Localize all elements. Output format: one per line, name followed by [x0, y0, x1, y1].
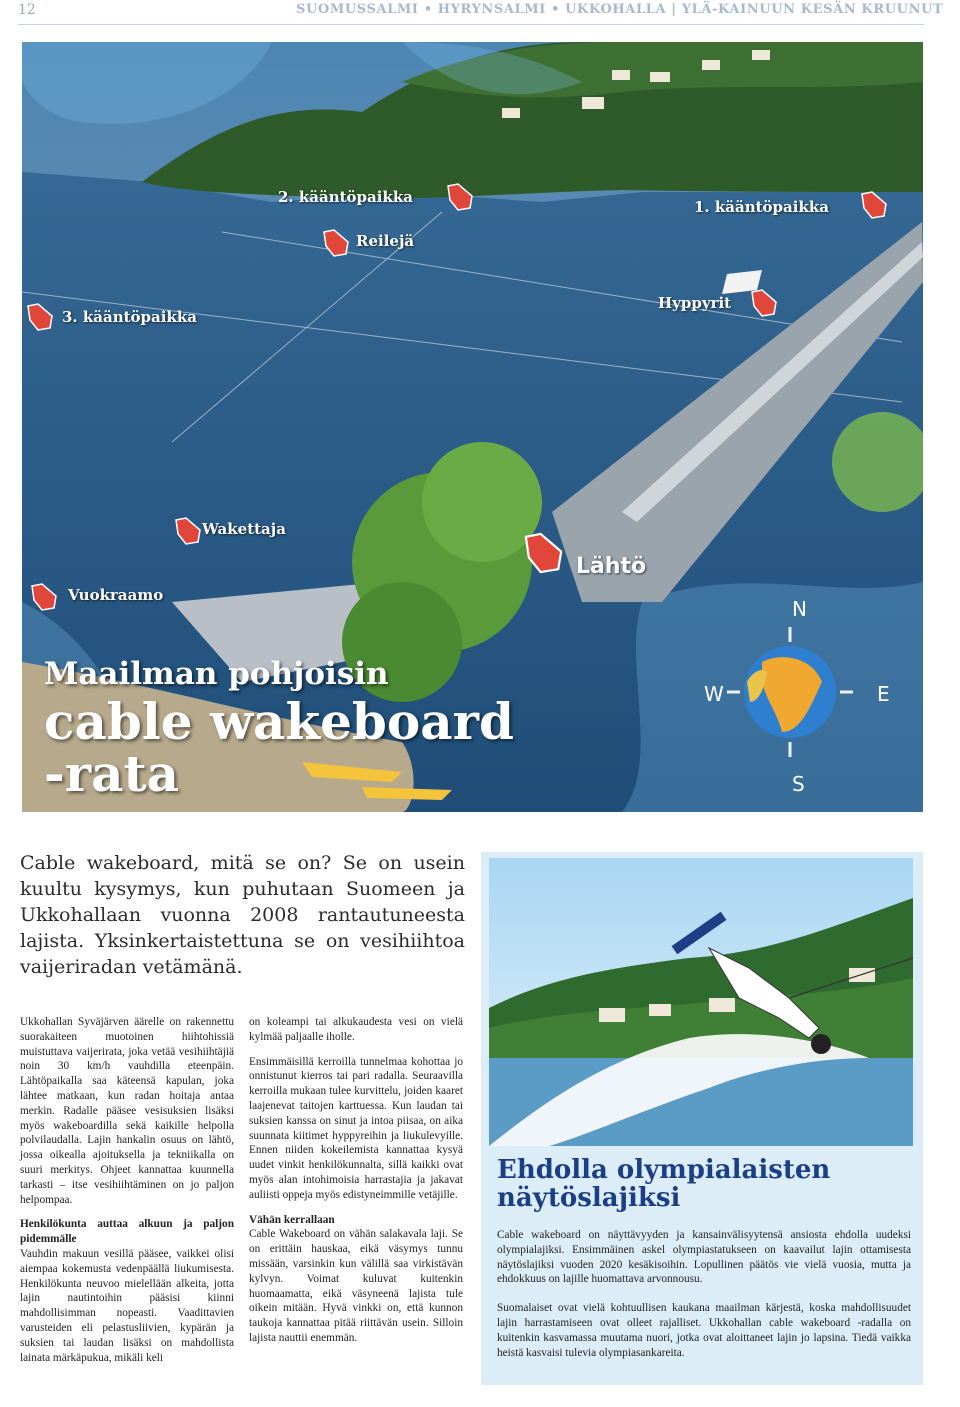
body-paragraph: Vauhdin makuun vesillä pääsee, vaikkei olisi aiempaa kokemusta vedenpäällä liukumisesta. Henkilökunta neuvoo mielellään alkeita, jotta lajin nautintoihin pääsisi kiinni mahdollisimman nopeasti. Vaadittavien varusteiden eli pelastusliivien, kypärän ja suksien tai laudan lisäksi on mahdollista lainata märkäpukua, mikäli keli	[20, 1247, 234, 1364]
body-paragraph: Suomalaiset ovat vielä kohtuullisen kaukana maailman kärjestä, koska mahdollisuudet lajin harrastamiseen ovat olleet rajalliset. Ukkohallan cable wakeboard -radalla on kuitenkin kasvamassa muutama nuori, jotka ovat aloittaneet lajin jo lapsina. Tiedä vaikka heistä kasvaisi tulevia olympiasankareita.	[497, 1302, 911, 1359]
hero-title-line1: Maailman pohjoisin	[44, 656, 389, 692]
body-column-1	[20, 1015, 234, 1375]
hand-pointer-icon	[28, 580, 62, 614]
hand-pointer-icon	[444, 180, 478, 214]
hand-pointer-icon	[520, 528, 570, 578]
label-tow: Wakettaja	[202, 520, 286, 538]
running-head: SUOMUSSALMI • HYRYNSALMI • UKKOHALLA | YLÄ-KAINUUN KESÄN KRUUNUT	[296, 2, 944, 17]
subheading: Vähän kerrallaan	[249, 1213, 335, 1226]
body-paragraph: Ukkohallan Syväjärven äärelle on rakennettu suorakaiteen muotoinen hiihtohissiä muistuttava vaijerirata, joka vetää vesihiihtäjiä noin 30 km/h vauhdilla eteenpäin. Lähtöpaikalla saa käteensä kapulan, joka lähtee matkaan, kun radan hoitaja antaa merkin. Radalle pääsee vesisuksien lisäksi myös wakeboardilla sekä kaikille helpolla polvilaudalla. Lajin hankalin osuus on lähtö, jossa oikealla ajoituksella ja tekniikalla on suuri merkitys. Ohjeet kannattaa kuunnella tarkasti – itse vesihiihtäminen on jo paljon helpompaa.	[20, 1016, 234, 1206]
compass-north: N	[792, 597, 807, 621]
label-turn-3: 3. kääntöpaikka	[62, 308, 197, 326]
body-column-2	[249, 1015, 463, 1356]
lead-paragraph: Cable wakeboard, mitä se on? Se on usein kuultu kysymys, kun puhutaan Suomeen ja Ukkohallaan vuonna 2008 rantautuneesta lajista. Yksinkertaistettuna se on vesihiihtoa vaijeriradan vetämänä.	[20, 852, 465, 978]
hand-pointer-icon	[748, 286, 782, 320]
label-turn-1: 1. kääntöpaikka	[694, 198, 829, 216]
compass-south: S	[792, 772, 805, 796]
subheading: Henkilökunta auttaa alkuun ja paljon pidemmälle	[20, 1218, 234, 1246]
hand-pointer-icon	[24, 300, 58, 334]
label-turn-2: 2. kääntöpaikka	[278, 188, 413, 206]
label-rails: Reilejä	[356, 232, 415, 250]
hand-pointer-icon	[858, 188, 892, 222]
compass-east: E	[877, 682, 890, 706]
body-paragraph: Cable wakeboard on näyttävyyden ja kansainvälisyytensä ansiosta ehdolla uudeksi olympialajiksi. Ensimmäinen askel olympiastatukseen on kaavailut lajin ottamisesta näytöslajiksi vuoden 2020 kesäkisoihin. Lopullinen päätös vie vielä vuosia, mutta ja ehdokkuus on lajille huomattava arvonnousu.	[497, 1229, 911, 1286]
header-rule	[18, 24, 924, 25]
olympic-sidebar-box	[481, 852, 923, 1385]
body-paragraph: Ensimmäisillä kerroilla tunnelmaa kohottaa jo onnistunut kierros tai pari radalla. Seuraavilla kerroilla mukaan tulee kurvittelu, joiden kaaret laajenevat taitojen karttuessa. Kun laudan tai suksien kanssa on sinut ja intoa piisaa, on aika suunnata kiitimet hyppyreihin ja liukulevyille. Ennen niiden kokeilemista kannattaa kysyä uudet vinkit henkilökunnalta, sillä kaikki ovat myös alan intohimoisia harrastajia ja jakavat auliisti oppeja myös edistyneimmille vetäjille.	[249, 1055, 463, 1201]
hero-title-line2: cable wakeboard	[44, 692, 514, 751]
wakeboarder-illustration	[489, 858, 913, 1146]
label-jumps: Hyppyrit	[658, 294, 732, 312]
body-paragraph: on koleampi tai alkukaudesta vesi on vielä kylmää paljaalle iholle.	[249, 1016, 463, 1043]
label-start: Lähtö	[576, 554, 647, 579]
sidebar-text	[497, 1228, 911, 1374]
hero-title-line3: -rata	[44, 744, 179, 803]
hero-photo	[22, 42, 923, 812]
page-header	[0, 0, 960, 22]
hand-pointer-icon	[320, 226, 354, 260]
compass-west: W	[704, 682, 724, 706]
sidebar-title: Ehdolla olympialaisten näytöslajiksi	[497, 1155, 831, 1213]
body-paragraph: Cable Wakeboard on vähän salakavala laji. Se on erittäin hauskaa, eikä väsymys tunnu missään, varsinkin kun välillä saa virkistävän kylvyn. Voimat kuluvat kuitenkin huomaamatta, eikä väsyneenä lajista tule oikein mitään. Hyvä vinkki on, että kunnon taukoja kannattaa pitää riittävän usein. Silloin lajista nauttii enemmän.	[249, 1228, 463, 1344]
label-rental: Vuokraamo	[68, 586, 164, 604]
hand-pointer-icon	[172, 514, 206, 548]
page-number: 12	[18, 2, 36, 18]
wakeboarder-photo	[489, 858, 913, 1146]
